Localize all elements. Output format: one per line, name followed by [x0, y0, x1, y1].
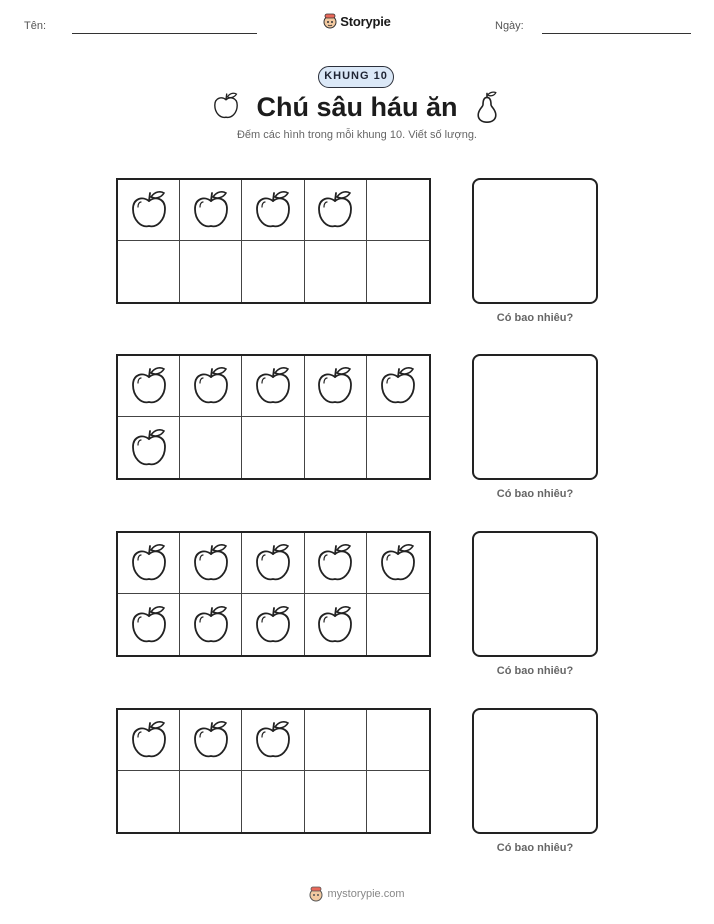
answer-box[interactable] — [472, 354, 598, 480]
count-question: Có bao nhiêu? — [496, 842, 574, 854]
ten-frame-cell — [118, 417, 180, 478]
answer-box[interactable] — [472, 531, 598, 657]
apple-icon — [191, 719, 231, 761]
ten-frame-cell — [242, 710, 304, 771]
ten-frame-cell — [305, 771, 367, 832]
ten-frame-cell — [367, 594, 429, 655]
ten-frame — [116, 178, 431, 304]
ten-frame-cell — [118, 771, 180, 832]
ten-frame-cell — [242, 417, 304, 478]
ten-frame-cell — [118, 180, 180, 241]
ten-frame-cell — [118, 356, 180, 417]
ten-frame-cell — [180, 771, 242, 832]
instructions: Đếm các hình trong mỗi khung 10. Viết số lượng. — [236, 129, 477, 141]
ten-frame-cell — [305, 241, 367, 302]
ten-frame-cell — [180, 356, 242, 417]
ten-frame-cell — [242, 180, 304, 241]
apple-icon — [253, 365, 293, 407]
worksheet-badge: KHUNG 10 — [318, 66, 394, 88]
brand-logo — [0, 13, 714, 34]
answer-box[interactable] — [472, 708, 598, 834]
apple-icon — [191, 189, 231, 231]
ten-frame-cell — [180, 180, 242, 241]
apple-icon — [129, 189, 169, 231]
ten-frame-cell — [242, 594, 304, 655]
ten-frame-cell — [118, 533, 180, 594]
apple-icon — [253, 719, 293, 761]
apple-icon — [129, 604, 169, 646]
date-line[interactable] — [542, 33, 691, 34]
apple-icon — [191, 604, 231, 646]
page-title: Chú sâu háu ăn — [256, 92, 458, 122]
ten-frame-cell — [242, 241, 304, 302]
apple-icon — [253, 542, 293, 584]
ten-frame-cell — [180, 241, 242, 302]
ten-frame-cell — [367, 710, 429, 771]
ten-frame — [116, 354, 431, 480]
name-label: Tên: — [24, 20, 47, 32]
ten-frame-cell — [180, 533, 242, 594]
count-question: Có bao nhiêu? — [496, 312, 574, 324]
ten-frame-cell — [305, 180, 367, 241]
storypie-mascot-icon — [309, 886, 323, 902]
apple-icon — [315, 189, 355, 231]
ten-frame-cell — [367, 180, 429, 241]
ten-frame-cell — [367, 533, 429, 594]
apple-icon — [191, 365, 231, 407]
apple-icon — [315, 604, 355, 646]
ten-frame-cell — [242, 356, 304, 417]
title-row — [0, 88, 714, 126]
apple-icon — [378, 365, 418, 407]
ten-frame-cell — [367, 356, 429, 417]
answer-box[interactable] — [472, 178, 598, 304]
apple-icon — [315, 365, 355, 407]
ten-frame — [116, 531, 431, 657]
ten-frame-cell — [305, 710, 367, 771]
footer-url[interactable]: mystorypie.com — [327, 888, 405, 900]
ten-frame-cell — [118, 710, 180, 771]
apple-icon — [129, 365, 169, 407]
apple-icon — [129, 719, 169, 761]
storypie-mascot-icon — [323, 13, 337, 29]
apple-icon — [191, 542, 231, 584]
ten-frame — [116, 708, 431, 834]
footer — [0, 886, 714, 907]
ten-frame-cell — [367, 417, 429, 478]
apple-icon — [253, 604, 293, 646]
ten-frame-cell — [305, 417, 367, 478]
date-label: Ngày: — [495, 20, 524, 32]
apple-icon — [315, 542, 355, 584]
apple-icon — [129, 542, 169, 584]
ten-frame-cell — [180, 594, 242, 655]
ten-frame-cell — [180, 417, 242, 478]
ten-frame-cell — [242, 533, 304, 594]
count-question: Có bao nhiêu? — [496, 488, 574, 500]
ten-frame-cell — [305, 533, 367, 594]
ten-frame-cell — [305, 594, 367, 655]
ten-frame-cell — [180, 710, 242, 771]
brand-name: Storypie — [340, 13, 391, 29]
count-question: Có bao nhiêu? — [496, 665, 574, 677]
ten-frame-cell — [367, 771, 429, 832]
apple-icon — [253, 189, 293, 231]
pear-icon — [474, 91, 500, 123]
ten-frame-cell — [305, 356, 367, 417]
apple-icon — [378, 542, 418, 584]
ten-frame-cell — [118, 594, 180, 655]
ten-frame-cell — [242, 771, 304, 832]
ten-frame-cell — [118, 241, 180, 302]
apple-icon — [129, 427, 169, 469]
ten-frame-cell — [367, 241, 429, 302]
